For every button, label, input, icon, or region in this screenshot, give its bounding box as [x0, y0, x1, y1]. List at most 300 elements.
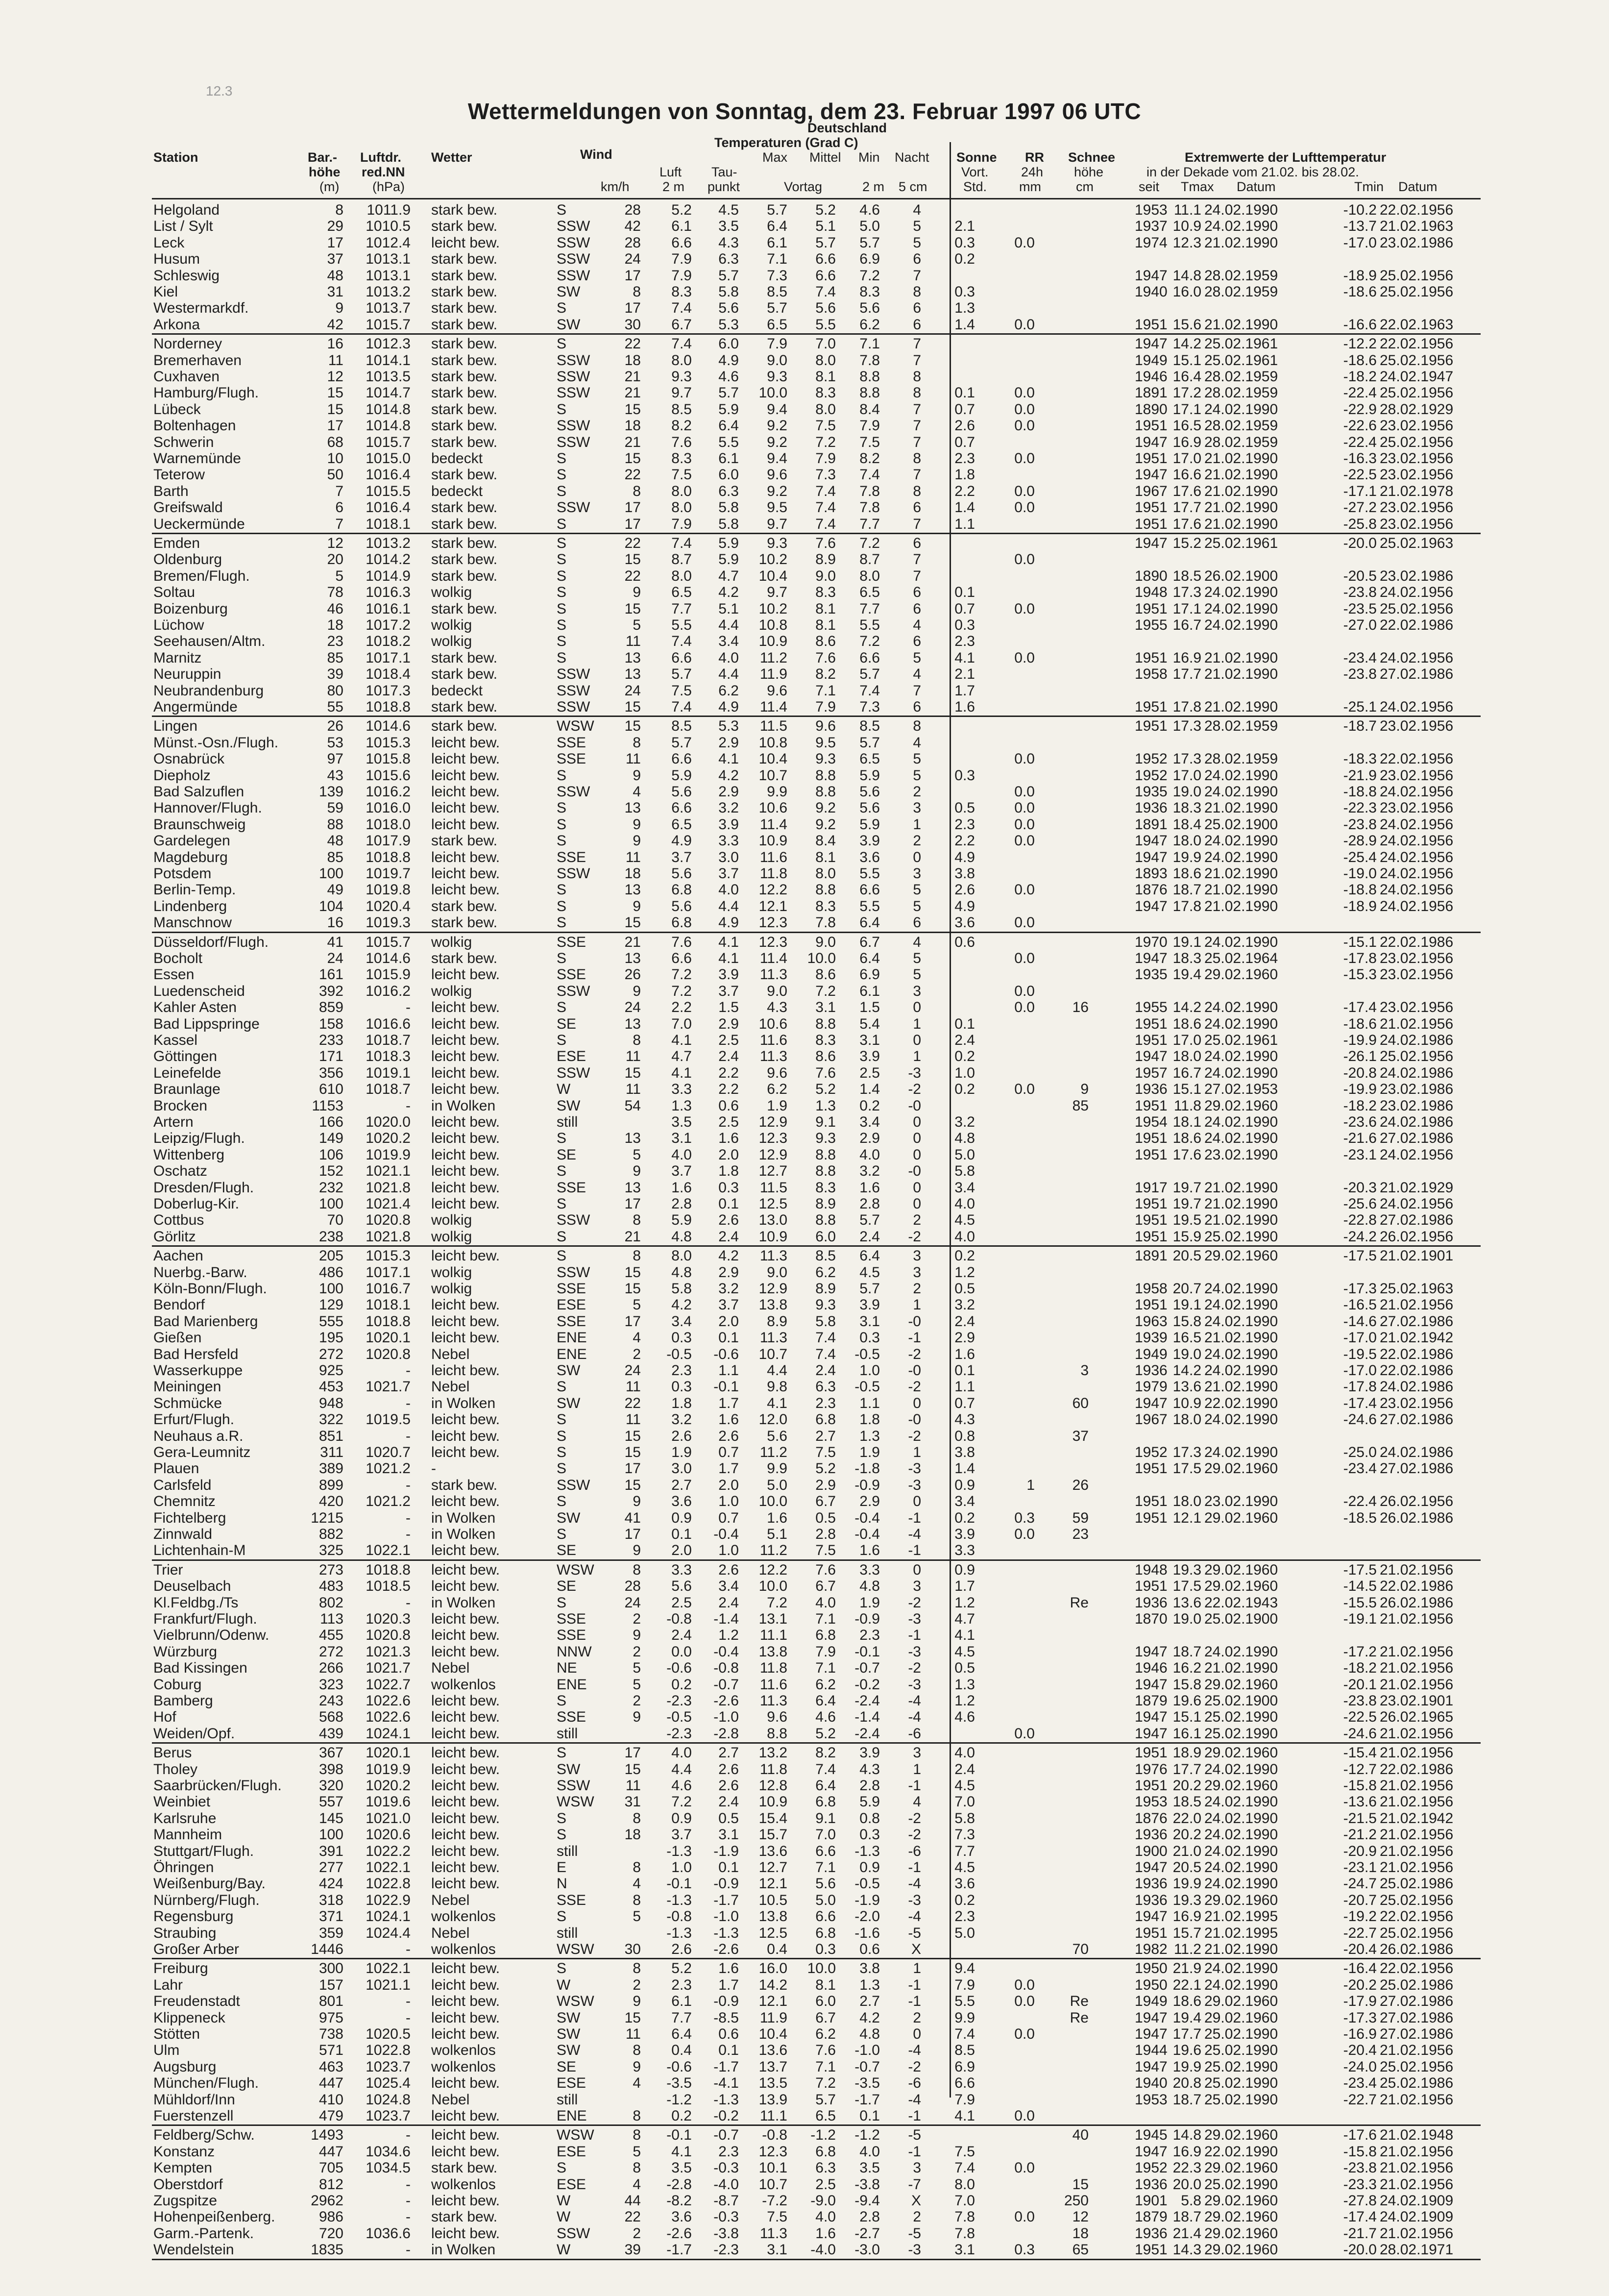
cell-temp-max: 13.9 [758, 2091, 787, 2108]
cell-dew-point: 5.9 [718, 535, 739, 551]
cell-temp-mean: 2.9 [815, 1477, 836, 1493]
cell-temp-air: -1.7 [666, 2242, 692, 2258]
header-bar1: Bar.- [308, 150, 338, 165]
cell-dew-point: 3.9 [718, 966, 739, 983]
cell-weather: leicht bew. [431, 1810, 500, 1827]
cell-dew-point: 5.9 [718, 551, 739, 568]
cell-tmin-value: -15.5 [1343, 1594, 1377, 1611]
table-row [0, 1346, 1609, 1362]
cell-sunshine: 7.4 [954, 2026, 975, 2042]
cell-temp-mean: -1.2 [810, 2127, 836, 2144]
cell-height: 48 [327, 267, 343, 284]
cell-snow: 16 [1072, 999, 1089, 1016]
cell-tmin-value: -14.5 [1343, 1578, 1377, 1595]
cell-weather: Nebel [431, 1379, 470, 1395]
cell-wind-dir: SE [557, 1146, 577, 1163]
cell-wind-dir: SSW [557, 218, 590, 235]
cell-wind-speed: 31 [624, 1794, 641, 1810]
cell-dew-point: 1.7 [718, 1976, 739, 1993]
cell-temp-max: 9.4 [767, 450, 787, 467]
cell-tmin-date: 26.02.1965 [1380, 1709, 1454, 1726]
cell-temp-max: 11.8 [759, 1761, 787, 1778]
cell-pressure: 1019.6 [366, 1794, 411, 1810]
table-row [0, 535, 1609, 551]
cell-temp-max: 12.1 [758, 898, 787, 914]
cell-sunshine: 7.9 [954, 2091, 975, 2108]
cell-temp-max: 11.2 [759, 649, 787, 666]
cell-tmax-date: 29.02.1960 [1204, 1745, 1278, 1761]
cell-height: 320 [318, 1778, 343, 1794]
cell-tmax-date: 28.02.1959 [1204, 385, 1278, 401]
cell-temp-max: 10.1 [758, 2160, 787, 2176]
cell-dew-point: 0.7 [718, 1444, 739, 1460]
cell-temp-air: 7.4 [671, 300, 692, 317]
cell-sunshine: 1.7 [954, 1578, 975, 1595]
cell-temp-max: 10.8 [758, 734, 787, 751]
cell-weather: leicht bew. [431, 1444, 500, 1460]
cell-temp-mean: 2.8 [815, 1526, 836, 1542]
cell-tmax-value: 17.7 [1172, 666, 1201, 683]
cell-tmin-value: -16.9 [1343, 2026, 1377, 2042]
cell-height: 11 [328, 352, 343, 369]
table-row [0, 434, 1609, 450]
cell-sunshine: 2.4 [954, 1313, 975, 1330]
cell-temp-min: 7.7 [859, 600, 880, 617]
cell-temp-night: 4 [913, 666, 921, 683]
header-luft3: (hPa) [372, 179, 405, 194]
cell-temp-mean: 6.7 [815, 1578, 836, 1595]
cell-since-year: 1947 [1135, 1048, 1168, 1065]
cell-wind-speed: 17 [624, 267, 641, 284]
cell-tmin-date: 21.02.1956 [1380, 2143, 1454, 2160]
cell-temp-max: 12.0 [758, 1411, 787, 1428]
cell-station: Chemnitz [153, 1493, 216, 1510]
cell-tmax-value: 17.0 [1172, 1032, 1201, 1048]
cell-temp-min: 6.9 [859, 251, 880, 268]
cell-tmin-date: 23.02.1956 [1380, 418, 1454, 434]
cell-temp-night: -4 [908, 2091, 921, 2108]
table-row [0, 551, 1609, 568]
cell-temp-max: -0.8 [762, 2127, 787, 2144]
cell-tmin-date: 27.02.1986 [1380, 1313, 1454, 1330]
cell-tmin-date: 22.02.1956 [1380, 336, 1454, 352]
cell-temp-mean: 6.4 [815, 1778, 836, 1794]
cell-pressure: - [406, 2009, 411, 2026]
cell-dew-point: 5.1 [718, 600, 739, 617]
cell-tmax-value: 18.5 [1172, 568, 1201, 584]
cell-temp-night: 8 [913, 385, 921, 401]
cell-temp-air: -0.1 [666, 1876, 692, 1892]
cell-tmin-value: -21.7 [1343, 2225, 1377, 2242]
cell-sunshine: 4.9 [954, 849, 975, 865]
cell-tmax-value: 19.0 [1172, 1346, 1201, 1362]
cell-dew-point: 2.5 [718, 1032, 739, 1048]
cell-tmin-date: 25.02.1956 [1380, 267, 1454, 284]
cell-weather: leicht bew. [431, 1248, 500, 1264]
cell-wind-dir: S [557, 1228, 567, 1245]
cell-wind-dir: S [557, 882, 567, 898]
cell-tmax-date: 29.02.1960 [1204, 1561, 1278, 1578]
cell-sunshine: 7.7 [954, 1843, 975, 1859]
cell-tmin-date: 21.02.1956 [1380, 2160, 1454, 2176]
cell-sunshine: 0.3 [954, 284, 975, 300]
cell-temp-min: 4.3 [859, 1761, 880, 1778]
cell-station: Saarbrücken/Flugh. [153, 1778, 282, 1794]
cell-tmin-value: -20.5 [1343, 568, 1377, 584]
cell-sunshine: 0.3 [954, 617, 975, 633]
cell-station: Lichtenhain-M [153, 1542, 246, 1559]
cell-since-year: 1947 [1135, 267, 1168, 284]
cell-temp-night: -0 [908, 1313, 921, 1330]
cell-temp-max: 5.6 [767, 1428, 787, 1444]
cell-temp-air: 5.6 [671, 1578, 692, 1595]
cell-tmax-value: 18.6 [1172, 1993, 1201, 2010]
cell-tmin-value: -12.2 [1343, 336, 1377, 352]
cell-dew-point: 3.0 [718, 849, 739, 865]
cell-pressure: 1012.3 [366, 336, 411, 352]
cell-temp-mean: 7.1 [815, 1859, 836, 1876]
cell-pressure: 1019.1 [366, 1064, 411, 1081]
cell-height: 6 [335, 499, 343, 516]
cell-tmax-value: 11.1 [1173, 202, 1201, 218]
cell-since-year: 1947 [1135, 898, 1168, 914]
cell-temp-night: 3 [913, 865, 921, 882]
cell-wind-dir: SSE [557, 934, 586, 950]
cell-tmin-date: 24.02.1956 [1380, 584, 1454, 601]
cell-height: 272 [318, 1643, 343, 1660]
cell-tmax-value: 18.6 [1172, 1015, 1201, 1032]
cell-tmin-value: -17.0 [1343, 1330, 1377, 1346]
cell-height: 273 [318, 1561, 343, 1578]
cell-temp-air: -0.6 [666, 2058, 692, 2075]
cell-temp-air: 2.0 [671, 1542, 692, 1559]
cell-temp-mean: 7.2 [815, 434, 836, 450]
header-tmax: Tmax [1181, 179, 1214, 194]
cell-wind-dir: W [557, 2193, 571, 2209]
cell-temp-max: 12.3 [758, 2143, 787, 2160]
cell-weather: wolkig [431, 983, 472, 999]
cell-height: 453 [318, 1379, 343, 1395]
cell-weather: leicht bew. [431, 1130, 500, 1147]
cell-tmax-date: 29.02.1960 [1204, 1676, 1278, 1693]
cell-sunshine: 3.9 [954, 1526, 975, 1542]
cell-station: Cottbus [153, 1212, 204, 1229]
cell-temp-max: 6.4 [767, 218, 787, 235]
cell-tmax-value: 19.6 [1172, 2042, 1201, 2059]
cell-pressure: 1022.1 [366, 1542, 411, 1559]
cell-tmin-value: -23.8 [1343, 584, 1377, 601]
cell-pressure: 1018.7 [366, 1032, 411, 1048]
cell-wind-dir: S [557, 568, 567, 584]
cell-temp-mean: 5.6 [815, 1876, 836, 1892]
cell-dew-point: 4.9 [718, 914, 739, 931]
cell-temp-air: 7.0 [671, 1015, 692, 1032]
cell-weather: stark bew. [431, 336, 498, 352]
cell-wind-dir: ESE [557, 1048, 586, 1065]
table-row [0, 1794, 1609, 1810]
cell-temp-air: 7.4 [671, 535, 692, 551]
cell-temp-min: -1.0 [854, 2042, 880, 2059]
cell-wind-speed: 22 [624, 568, 641, 584]
cell-tmax-value: 18.0 [1172, 1493, 1201, 1510]
cell-station: Großer Arber [153, 1941, 240, 1957]
cell-wind-dir: S [557, 1444, 567, 1460]
cell-tmax-date: 24.02.1990 [1204, 784, 1278, 800]
cell-tmin-value: -21.9 [1343, 767, 1377, 784]
cell-pressure: 1016.4 [366, 467, 411, 483]
cell-station: Neubrandenburg [153, 682, 264, 699]
cell-height: 232 [318, 1179, 343, 1196]
cell-tmin-date: 25.02.1963 [1380, 1281, 1454, 1297]
cell-wind-speed: 5 [633, 617, 641, 633]
cell-since-year: 1953 [1135, 2091, 1168, 2108]
cell-temp-min: 0.3 [859, 1330, 880, 1346]
cell-tmax-value: 19.1 [1172, 934, 1201, 950]
cell-temp-night: 5 [913, 950, 921, 966]
cell-since-year: 1949 [1135, 352, 1168, 369]
cell-since-year: 1952 [1135, 751, 1168, 767]
cell-pressure: 1019.7 [366, 865, 411, 882]
cell-dew-point: -4.1 [713, 2075, 739, 2092]
cell-tmin-date: 24.02.1986 [1380, 1114, 1454, 1130]
cell-wind-speed: 2 [633, 2225, 641, 2242]
cell-temp-mean: 8.0 [815, 865, 836, 882]
cell-temp-night: -1 [908, 1976, 921, 1993]
cell-sunshine: 0.9 [954, 1561, 975, 1578]
cell-weather: stark bew. [431, 267, 498, 284]
cell-height: 42 [327, 316, 343, 333]
cell-tmax-value: 19.9 [1172, 2058, 1201, 2075]
cell-temp-min: -0.7 [854, 1660, 880, 1677]
cell-temp-air: 4.8 [671, 1228, 692, 1245]
cell-tmin-value: -20.4 [1343, 1941, 1377, 1957]
group-rule [152, 1742, 1481, 1744]
cell-tmin-date: 25.02.1986 [1380, 1976, 1454, 1993]
cell-station: Mannheim [153, 1827, 222, 1843]
cell-temp-night: 6 [913, 251, 921, 268]
cell-temp-air: -0.5 [666, 1709, 692, 1726]
table-row [0, 1065, 1609, 1081]
cell-height: 70 [327, 1212, 343, 1229]
cell-wind-speed: 17 [624, 516, 641, 532]
cell-since-year: 1947 [1135, 2026, 1168, 2042]
cell-station: Magdeburg [153, 849, 228, 865]
cell-tmin-value: -18.2 [1343, 1097, 1377, 1114]
cell-tmin-value: -19.2 [1343, 1908, 1377, 1925]
cell-tmin-date: 23.02.1956 [1380, 1395, 1454, 1411]
cell-tmin-value: -25.8 [1343, 516, 1377, 532]
cell-tmax-value: 17.1 [1172, 401, 1201, 418]
cell-temp-min: 5.7 [859, 1212, 880, 1229]
cell-wind-dir: WSW [557, 2127, 594, 2144]
cell-temp-mean: 8.9 [815, 551, 836, 568]
cell-temp-air: 5.7 [671, 734, 692, 751]
cell-tmin-value: -23.8 [1343, 2160, 1377, 2176]
cell-temp-min: 3.6 [859, 849, 880, 865]
cell-since-year: 1947 [1135, 2143, 1168, 2160]
cell-since-year: 1947 [1135, 434, 1168, 450]
cell-tmax-date: 22.02.1990 [1204, 2143, 1278, 2160]
cell-temp-max: 13.7 [758, 2058, 787, 2075]
cell-tmax-value: 19.6 [1172, 1693, 1201, 1709]
cell-tmax-value: 19.9 [1172, 849, 1201, 865]
cell-tmin-date: 22.02.1956 [1380, 1908, 1454, 1925]
cell-precip: 0.0 [1014, 499, 1035, 516]
cell-temp-night: 7 [913, 568, 921, 584]
cell-tmax-date: 29.02.1960 [1204, 1460, 1278, 1477]
cell-temp-night: -4 [908, 1709, 921, 1726]
cell-temp-min: 5.7 [859, 1281, 880, 1297]
cell-tmin-date: 21.02.1929 [1380, 1179, 1454, 1196]
cell-dew-point: 2.5 [718, 1114, 739, 1130]
cell-temp-air: 3.7 [671, 849, 692, 865]
cell-tmax-value: 19.4 [1172, 966, 1201, 983]
cell-temp-min: 4.2 [859, 2009, 880, 2026]
cell-height: 389 [318, 1460, 343, 1477]
table-row [0, 914, 1609, 931]
cell-since-year: 1940 [1135, 2075, 1168, 2092]
cell-temp-night: X [911, 1941, 921, 1957]
cell-temp-air: 2.3 [671, 1362, 692, 1379]
cell-temp-night: 6 [913, 584, 921, 601]
cell-pressure: 1019.3 [366, 914, 411, 931]
cell-sunshine: 9.4 [954, 1960, 975, 1977]
cell-station: Soltau [153, 584, 195, 601]
cell-pressure: - [406, 1993, 411, 2010]
cell-tmin-date: 26.02.1956 [1380, 1493, 1454, 1510]
cell-weather: stark bew. [431, 202, 498, 218]
cell-temp-night: 4 [913, 1794, 921, 1810]
cell-weather: leicht bew. [431, 1993, 500, 2010]
cell-tmax-date: 29.02.1960 [1204, 2127, 1278, 2144]
cell-station: Greifswald [153, 499, 223, 516]
cell-height: 161 [318, 966, 343, 983]
cell-tmin-date: 21.02.1978 [1380, 483, 1454, 499]
cell-tmax-value: 17.3 [1172, 751, 1201, 767]
cell-temp-max: 10.4 [758, 751, 787, 767]
cell-temp-night: 0 [913, 1179, 921, 1196]
cell-tmin-date: 23.02.1986 [1380, 568, 1454, 584]
cell-wind-speed: 24 [624, 251, 641, 268]
cell-tmax-value: 17.0 [1172, 767, 1201, 784]
cell-wind-dir: S [557, 833, 567, 849]
cell-tmax-date: 21.02.1990 [1204, 234, 1278, 251]
cell-dew-point: -1.3 [713, 2091, 739, 2108]
cell-tmax-date: 24.02.1990 [1204, 1810, 1278, 1827]
cell-temp-min: 1.9 [859, 1594, 880, 1611]
cell-tmin-value: -22.5 [1343, 1709, 1377, 1726]
cell-weather: stark bew. [431, 666, 498, 683]
cell-temp-night: -1 [908, 2108, 921, 2124]
cell-tmax-value: 19.0 [1172, 784, 1201, 800]
cell-temp-mean: 5.2 [815, 1460, 836, 1477]
cell-dew-point: 6.3 [718, 483, 739, 499]
table-row [0, 450, 1609, 467]
table-row [0, 2144, 1609, 2160]
cell-since-year: 1950 [1135, 1960, 1168, 1977]
cell-temp-mean: 6.8 [815, 1794, 836, 1810]
cell-temp-air: -1.3 [666, 1843, 692, 1859]
cell-tmax-value: 19.0 [1172, 1611, 1201, 1627]
cell-height: 568 [318, 1709, 343, 1726]
cell-wind-speed: 17 [624, 1313, 641, 1330]
cell-tmax-value: 15.1 [1172, 352, 1201, 369]
cell-temp-air: 0.3 [671, 1330, 692, 1346]
cell-pressure: 1015.7 [366, 934, 411, 950]
cell-weather: leicht bew. [431, 1015, 500, 1032]
cell-temp-air: -2.3 [666, 1725, 692, 1742]
cell-precip: 0.0 [1014, 950, 1035, 966]
cell-temp-max: 7.3 [767, 267, 787, 284]
cell-height: 80 [327, 682, 343, 699]
cell-tmin-date: 27.02.1986 [1380, 1460, 1454, 1477]
cell-height: 12 [327, 369, 343, 385]
cell-tmax-value: 15.7 [1172, 1925, 1201, 1941]
cell-tmax-value: 22.1 [1172, 1976, 1201, 1993]
cell-tmin-value: -24.7 [1343, 1876, 1377, 1892]
cell-tmax-date: 29.02.1960 [1204, 2193, 1278, 2209]
cell-tmin-value: -21.2 [1343, 1827, 1377, 1843]
cell-dew-point: 6.0 [718, 467, 739, 483]
cell-snow: 12 [1072, 2209, 1089, 2225]
header-nacht-5cm: 5 cm [899, 179, 927, 194]
cell-wind-speed: 2 [633, 1346, 641, 1362]
cell-temp-mean: 4.6 [815, 1709, 836, 1726]
cell-tmin-value: -16.6 [1343, 316, 1377, 333]
cell-station: Fichtelberg [153, 1509, 226, 1526]
cell-pressure: - [406, 1941, 411, 1957]
cell-dew-point: 0.1 [718, 2042, 739, 2059]
cell-pressure: 1015.9 [366, 966, 411, 983]
cell-weather: stark bew. [431, 535, 498, 551]
cell-temp-mean: 8.3 [815, 1179, 836, 1196]
cell-tmin-date: 24.02.1986 [1380, 1064, 1454, 1081]
cell-tmin-value: -20.3 [1343, 1179, 1377, 1196]
cell-wind-speed: 21 [624, 385, 641, 401]
cell-station: Lindenberg [153, 898, 227, 914]
cell-snow: 26 [1072, 1477, 1089, 1493]
header-bar3: (m) [319, 179, 340, 194]
cell-station: Emden [153, 535, 200, 551]
cell-temp-max: 11.1 [759, 1627, 787, 1644]
cell-temp-mean: 6.7 [815, 2009, 836, 2026]
cell-height: 16 [327, 914, 343, 931]
cell-wind-speed: 13 [624, 950, 641, 966]
cell-sunshine: 1.2 [954, 1693, 975, 1709]
cell-temp-night: -1 [908, 1627, 921, 1644]
cell-dew-point: -3.8 [713, 2225, 739, 2242]
cell-temp-min: 1.5 [859, 999, 880, 1016]
cell-temp-air: -0.1 [666, 2127, 692, 2144]
cell-wind-speed: 15 [624, 600, 641, 617]
cell-temp-mean: 8.0 [815, 401, 836, 418]
cell-temp-air: 5.2 [671, 1960, 692, 1977]
cell-sunshine: 5.8 [954, 1163, 975, 1180]
cell-weather: wolkenlos [431, 2042, 496, 2059]
cell-tmax-date: 21.02.1990 [1204, 800, 1278, 816]
cell-tmax-date: 29.02.1960 [1204, 1993, 1278, 2010]
cell-tmax-value: 18.5 [1172, 1794, 1201, 1810]
cell-dew-point: 4.0 [718, 882, 739, 898]
cell-weather: leicht bew. [431, 1761, 500, 1778]
cell-temp-mean: 6.2 [815, 1676, 836, 1693]
cell-tmin-date: 22.02.1986 [1380, 934, 1454, 950]
cell-dew-point: 2.6 [718, 1212, 739, 1229]
cell-tmax-date: 21.02.1990 [1204, 1212, 1278, 1229]
cell-wind-dir: S [557, 300, 567, 317]
table-row [0, 633, 1609, 649]
cell-temp-max: 11.2 [759, 1444, 787, 1460]
